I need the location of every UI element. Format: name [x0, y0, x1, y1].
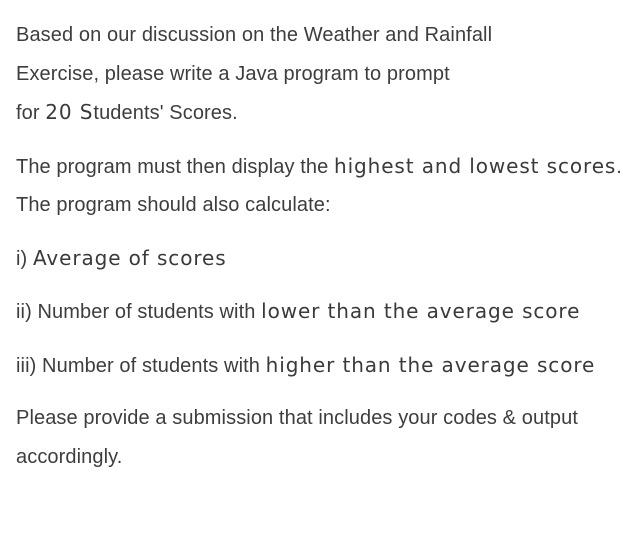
- submission-instruction-text: Please provide a submission that includes your codes & output accordingly.: [16, 407, 578, 468]
- requirement-item-higher: [16, 346, 624, 386]
- intro-line-3-pre: for: [16, 102, 46, 124]
- intro-line-3-post: tudents' Scores.: [93, 102, 238, 124]
- intro-line-1: Based on our discussion on the Weather and Rainfall: [16, 24, 493, 46]
- requirement-item-average-emphasis: Average of scores: [32, 245, 227, 270]
- requirement-item-lower: [16, 292, 624, 332]
- requirement-item-higher-pre: iii) Number of students with: [16, 354, 266, 377]
- intro-paragraph: [16, 16, 624, 133]
- requirement-item-higher-emphasis: higher than the average score: [265, 352, 596, 377]
- submission-instruction-paragraph: [16, 399, 624, 476]
- requirement-item-average-pre: i): [16, 247, 33, 270]
- intro-line-3-emphasis: 20 S: [45, 100, 94, 124]
- intro-line-2: Exercise, please write a Java program to prompt: [16, 62, 450, 85]
- assignment-instructions: [16, 16, 624, 490]
- requirement-item-average: [16, 239, 624, 279]
- display-requirement-paragraph: [16, 147, 624, 225]
- requirement-item-lower-pre: ii) Number of students with: [16, 301, 262, 323]
- display-requirement-pre: The program must then display the: [16, 155, 334, 178]
- display-requirement-emphasis: highest and lowest scores: [334, 153, 617, 178]
- requirement-item-lower-emphasis: lower than the average score: [261, 299, 581, 323]
- display-requirement-post: . The program should also calculate:: [16, 155, 622, 216]
